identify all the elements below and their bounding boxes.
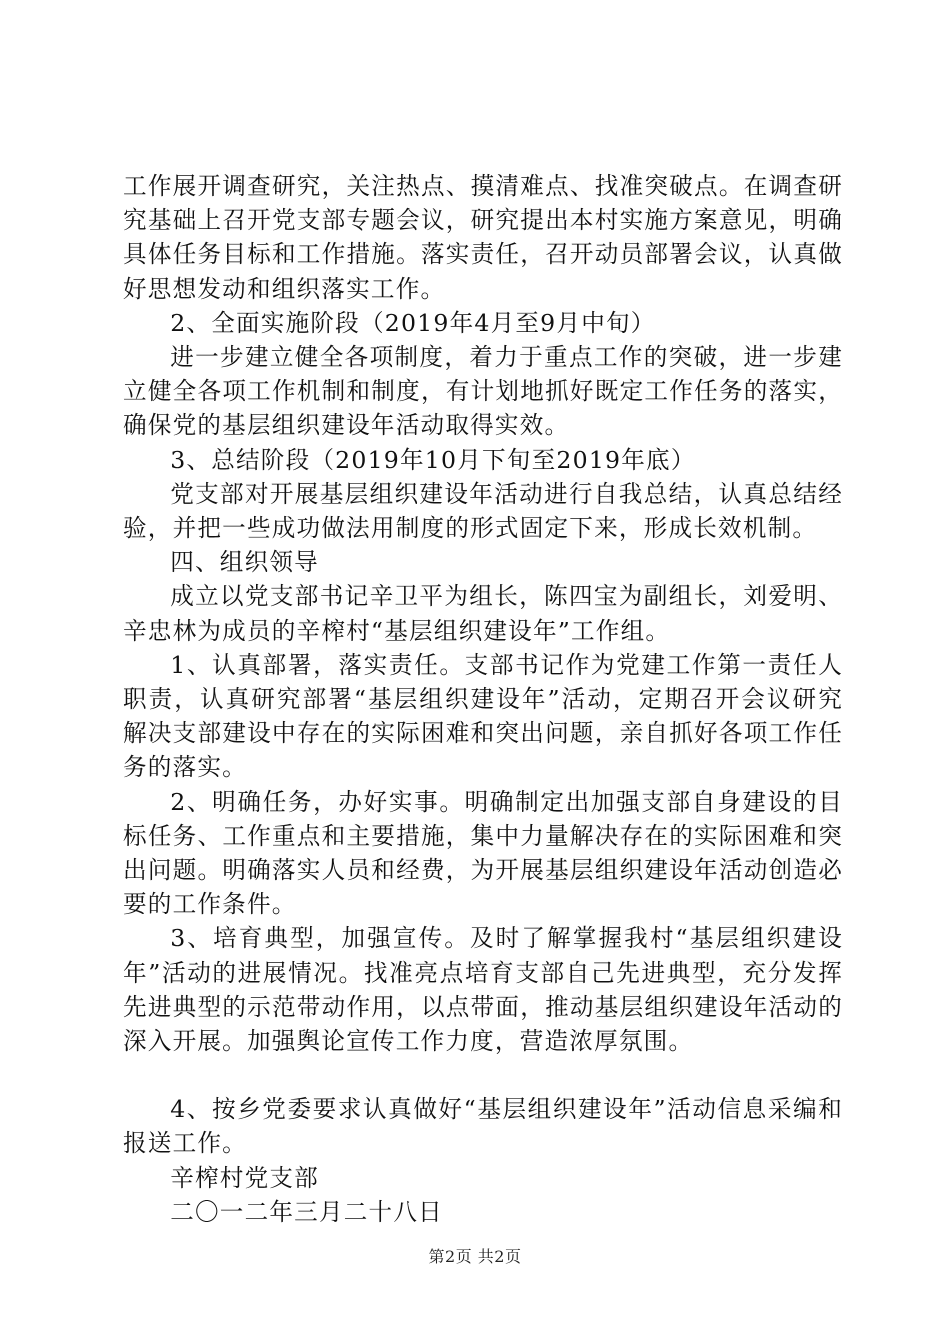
paragraph-item-3: 3、培育典型，加强宣传。及时了解掌握我村“基层组织建设年”活动的进展情况。找准亮点培育支部自己先进典型，充分发挥先进典型的示范带动作用，以点带面，推动基层组织建设年活动的深入开展。加强舆论宣传工作力度，营造浓厚氛围。 — [123, 924, 843, 1056]
paragraph-item-4: 4、按乡党委要求认真做好“基层组织建设年”活动信息采编和报送工作。 — [123, 1095, 843, 1158]
signature-date: 二〇一二年三月二十八日 — [170, 1197, 443, 1226]
heading-summary-stage: 3、总结阶段（2019年10月下旬至2019年底） — [170, 445, 696, 474]
paragraph-item-2: 2、明确任务，办好实事。明确制定出加强支部自身建设的目标任务、工作重点和主要措施，集中力量解决存在的实际困难和突出问题。明确落实人员和经费，为开展基层组织建设年活动创造必要的工作条件。 — [123, 787, 843, 919]
paragraph-research-continuation: 工作展开调查研究，关注热点、摸清难点、找准突破点。在调查研究基础上召开党支部专题会议，研究提出本村实施方案意见，明确具体任务目标和工作措施。落实责任，召开动员部署会议，认真做好思想发动和组织落实工作。 — [123, 172, 843, 303]
heading-implementation-stage: 2、全面实施阶段（2019年4月至9月中旬） — [170, 308, 656, 337]
document-body — [123, 169, 843, 1229]
page-number: 第2页 共2页 — [428, 1247, 522, 1266]
signature-organization: 辛榨村党支部 — [170, 1163, 319, 1192]
paragraph-item-1: 1、认真部署，落实责任。支部书记作为党建工作第一责任人职责，认真研究部署“基层组织建设年”活动，定期召开会议研究解决支部建设中存在的实际困难和突出问题，亲自抓好各项工作任务的落实。 — [123, 650, 843, 782]
paragraph-summary: 党支部对开展基层组织建设年活动进行自我总结，认真总结经验，并把一些成功做法用制度的形式固定下来，形成长效机制。 — [123, 479, 843, 543]
heading-organization-leadership: 四、组织领导 — [170, 548, 319, 577]
page-footer — [0, 1244, 950, 1267]
paragraph-working-group: 成立以党支部书记辛卫平为组长，陈四宝为副组长，刘爱明、辛忠林为成员的辛榨村“基层组织建设年”工作组。 — [123, 582, 843, 645]
paragraph-implementation: 进一步建立健全各项制度，着力于重点工作的突破，进一步建立健全各项工作机制和制度，有计划地抓好既定工作任务的落实，确保党的基层组织建设年活动取得实效。 — [123, 343, 843, 440]
